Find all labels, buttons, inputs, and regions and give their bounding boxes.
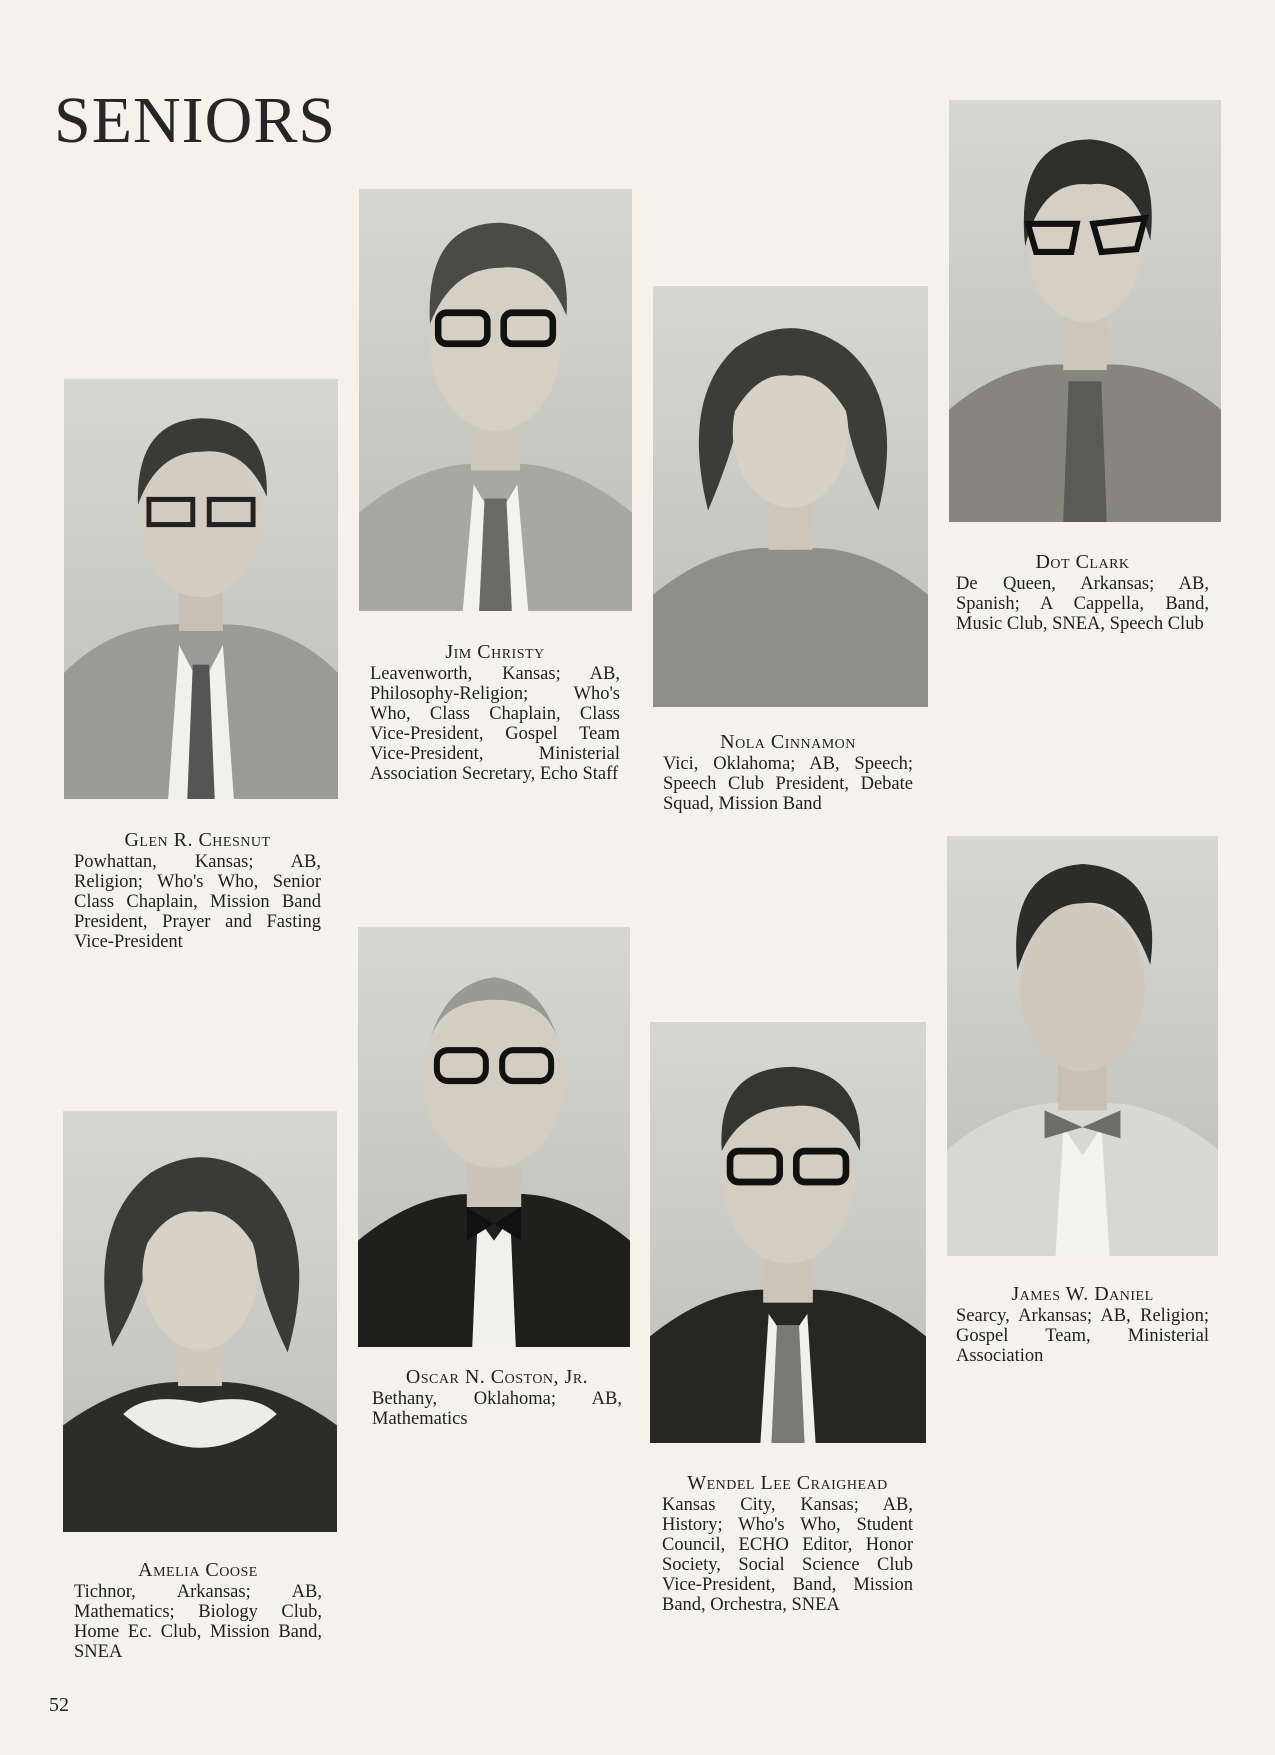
caption-glen-chesnut [74, 830, 321, 952]
senior-name: Amelia Coose [138, 1559, 258, 1581]
senior-details: Searcy, Arkansas; AB, Religion; Gospel Team, Ministerial Association [956, 1306, 1209, 1366]
portrait-photo-glen-chesnut [64, 379, 338, 799]
senior-details: Kansas City, Kansas; AB, History; Who's Who, Student Council, ECHO Editor, Honor Society, Social Science Club Vice-President, Band, Mission Band, Orchestra, SNEA [662, 1495, 913, 1615]
senior-details: De Queen, Arkansas; AB, Spanish; A Cappella, Band, Music Club, SNEA, Speech Club [956, 574, 1209, 634]
page-number: 52 [49, 1694, 69, 1716]
caption-nola-cinnamon [663, 732, 913, 814]
portrait-photo-james-daniel [947, 836, 1218, 1256]
senior-details: Bethany, Oklahoma; AB, Mathematics [372, 1389, 622, 1429]
page-title: SENIORS [54, 84, 337, 157]
senior-name: Jim Christy [445, 641, 545, 663]
senior-details: Leavenworth, Kansas; AB, Philosophy-Religion; Who's Who, Class Chaplain, Class Vice-President, Gospel Team Vice-President, Ministerial Association Secretary, Echo Staff [370, 664, 620, 784]
senior-name: Nola Cinnamon [720, 731, 856, 753]
portrait-photo-jim-christy [359, 189, 632, 611]
portrait-photo-amelia-coose [63, 1111, 337, 1532]
portrait-photo-oscar-coston [358, 927, 630, 1347]
caption-oscar-coston [372, 1367, 622, 1429]
senior-name: Dot Clark [1035, 551, 1130, 573]
senior-name: Glen R. Chesnut [124, 829, 271, 851]
caption-jim-christy [370, 642, 620, 784]
caption-amelia-coose [74, 1560, 322, 1662]
portrait-photo-nola-cinnamon [653, 286, 928, 707]
caption-dot-clark [956, 552, 1209, 634]
senior-details: Vici, Oklahoma; AB, Speech; Speech Club President, Debate Squad, Mission Band [663, 754, 913, 814]
senior-details: Powhattan, Kansas; AB, Religion; Who's Who, Senior Class Chaplain, Mission Band President, Prayer and Fasting Vice-President [74, 852, 321, 952]
senior-name: Wendel Lee Craighead [687, 1472, 888, 1494]
senior-details: Tichnor, Arkansas; AB, Mathematics; Biology Club, Home Ec. Club, Mission Band, SNEA [74, 1582, 322, 1662]
senior-name: Oscar N. Coston, Jr. [405, 1366, 589, 1388]
senior-name: James W. Daniel [1011, 1283, 1154, 1305]
portrait-photo-dot-clark [949, 100, 1221, 522]
caption-james-daniel [956, 1284, 1209, 1366]
portrait-photo-wendel-craighead [650, 1022, 926, 1443]
caption-wendel-craighead [662, 1473, 913, 1615]
